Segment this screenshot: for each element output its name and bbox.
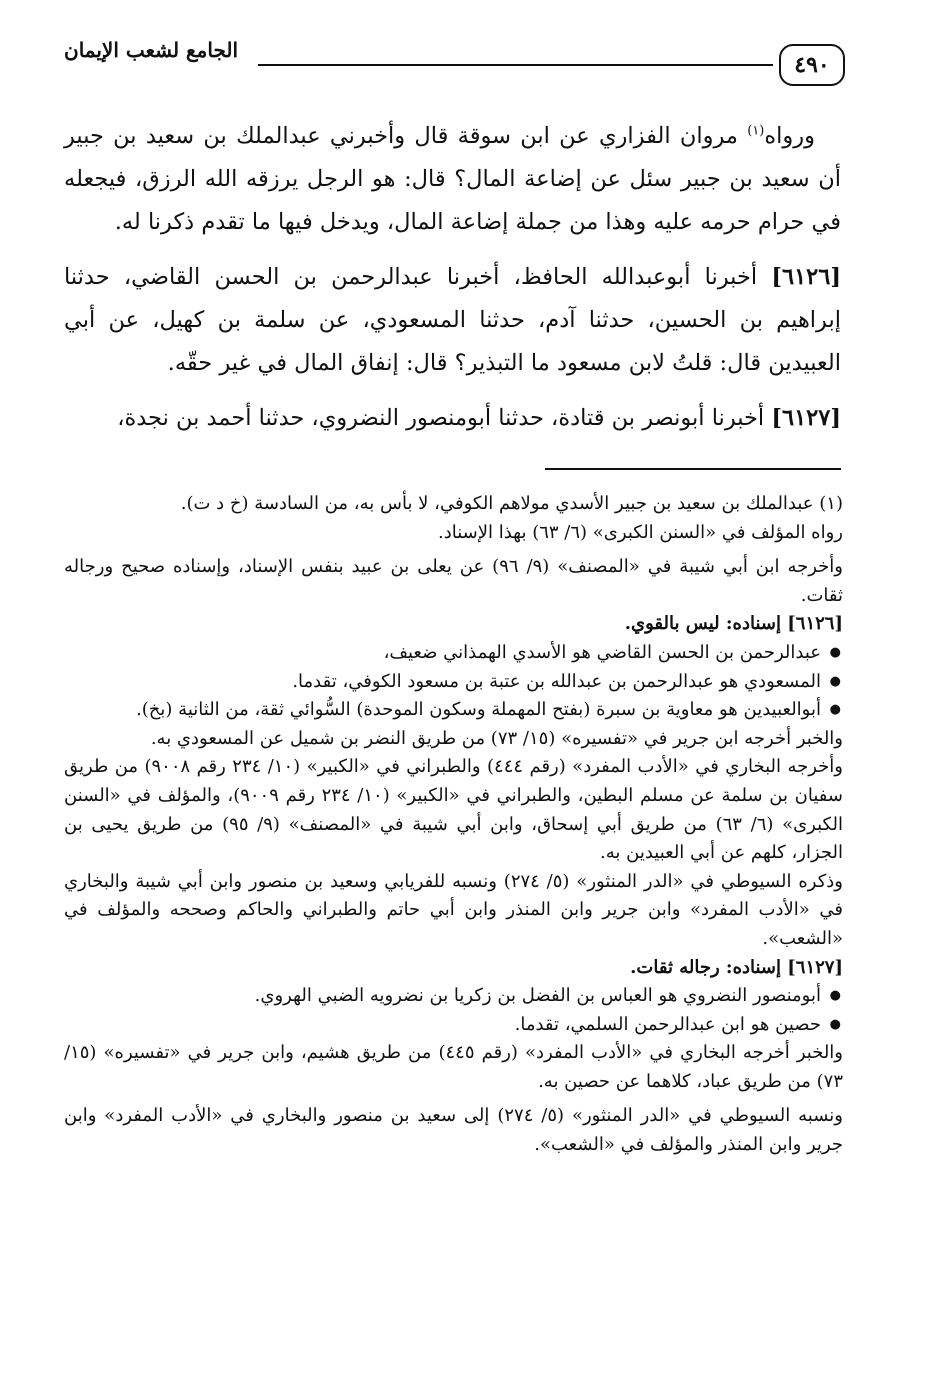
footnote-suyuti-attribution: ونسبه السيوطي في «الدر المنثور» (٥/ ٢٧٤) إلى سعيد بن منصور والبخاري في «الأدب المفرد» وابن جرير وابن المنذر والمؤلف في «الشعب». <box>64 1105 843 1156</box>
paragraph-6126-text: أخبرنا أبوعبدالله الحافظ، أخبرنا عبدالرحمن بن الحسن القاضي، حدثنا إبراهيم بن الحسين، حدثنا آدم، حدثنا المسعودي، عن سلمة بن كهيل، عن أبي العبيدين قال: قلتُ لابن مسعود ما التبذير؟ قال: إنفاق المال في غير حقّه. <box>64 264 841 376</box>
paragraph-1-lead: ورواه <box>764 123 815 149</box>
main-text <box>64 115 841 452</box>
isnad-6127-bullet: ● أبومنصور النضروي هو العباس بن الفضل بن زكريا بن نضرويه الضبي الهروي. <box>64 982 843 1011</box>
paragraph-6127 <box>64 397 841 440</box>
footnote-marker: (١) <box>747 123 765 139</box>
isnad-6127-bullet: ● حصين هو ابن عبدالرحمن السلمي، تقدما. <box>64 1011 843 1040</box>
footnote-bukhari-445: والخبر أخرجه البخاري في «الأدب المفرد» (رقم ٤٤٥) من طريق هشيم، وابن جرير في «تفسيره» (١٥/ ٧٣) من طريق عباد، كلاهما عن حصين به. <box>64 1042 843 1092</box>
isnad-6126-label: [٦١٢٦] إسناده: ليس بالقوي. <box>624 613 843 635</box>
hadith-number-6127: [٦١٢٧] <box>771 405 841 431</box>
running-title: الجامع لشعب الإيمان <box>64 38 239 62</box>
paragraph-6127-text: أخبرنا أبونصر بن قتادة، حدثنا أبومنصور النضروي، حدثنا أحمد بن نجدة، <box>117 405 772 431</box>
footnote-1: (١) عبدالملك بن سعيد بن جبير الأسدي مولاهم الكوفي، لا بأس به، من السادسة (خ د ت). <box>180 493 843 514</box>
footnote-sunan: رواه المؤلف في «السنن الكبرى» (٦/ ٦٣) بهذا الإسناد. <box>438 521 843 543</box>
footnote-ibn-jarir: والخبر أخرجه ابن جرير في «تفسيره» (١٥/ ٧٣) من طريق النضر بن شميل عن المسعودي به. <box>150 727 843 749</box>
paragraph-6126 <box>64 256 841 385</box>
header-rule <box>258 64 773 66</box>
isnad-6127-label: [٦١٢٧] إسناده: رجاله ثقات. <box>630 956 843 978</box>
paragraph-1-text: مروان الفزاري عن ابن سوقة قال وأخبرني عبدالملك بن سعيد بن جبير أن سعيد بن جبير سئل عن إضاعة المال؟ قال: هو الرجل يرزقه الله الرزق، فيجعله في حرام حرمه عليه وهذا من جملة إضاعة المال، ويدخل فيها ما تقدم ذكرنا له. <box>64 123 841 235</box>
isnad-6126-bullet: ● المسعودي هو عبدالرحمن بن عبدالله بن عتبة بن مسعود الكوفي، تقدما. <box>64 668 843 697</box>
isnad-6126-bullet: ● عبدالرحمن بن الحسن القاضي هو الأسدي الهمذاني ضعيف، <box>64 639 843 668</box>
footnote-separator <box>545 468 841 470</box>
footnote-suyuti: وذكره السيوطي في «الدر المنثور» (٥/ ٢٧٤) ونسبه للفريابي وسعيد بن منصور وابن أبي شيبة والبخاري في «الأدب المفرد» وابن جرير وابن المنذر وابن أبي حاتم والطبراني والحاكم وصححه والمؤلف في «الشعب». <box>64 870 843 949</box>
footnote-bukhari: وأخرجه البخاري في «الأدب المفرد» (رقم ٤٤٤) والطبراني في «الكبير» (١٠/ ٢٣٤ رقم ٩٠٠٨) من طريق سفيان بن سلمة عن مسلم البطين، والطبراني في «الكبير» (١٠/ ٢٣٤ رقم ٩٠٠٩)، والمؤلف في «السنن الكبرى» (٦/ ٦٣) من طريق أبي إسحاق، وابن أبي شيبة في «المصنف» (٩/ ٩٥) من طريق يحيى بن الجزار، كلهم عن أبي العبيدين به. <box>64 756 843 864</box>
isnad-6126-bullet: ● أبوالعبيدين هو معاوية بن سبرة (بفتح المهملة وسكون الموحدة) السُّوائي ثقة، من الثانية (بخ). <box>64 696 843 725</box>
page-number: ٤٩٠ <box>779 44 845 86</box>
hadith-number-6126: [٦١٢٦] <box>771 264 841 290</box>
footnote-musannaf: وأخرجه ابن أبي شيبة في «المصنف» (٩/ ٩٦) عن يعلى بن عبيد بنفس الإسناد، وإسناده صحيح ورجاله ثقات. <box>64 556 843 606</box>
footnotes <box>64 490 843 1160</box>
paragraph-1 <box>64 115 841 244</box>
